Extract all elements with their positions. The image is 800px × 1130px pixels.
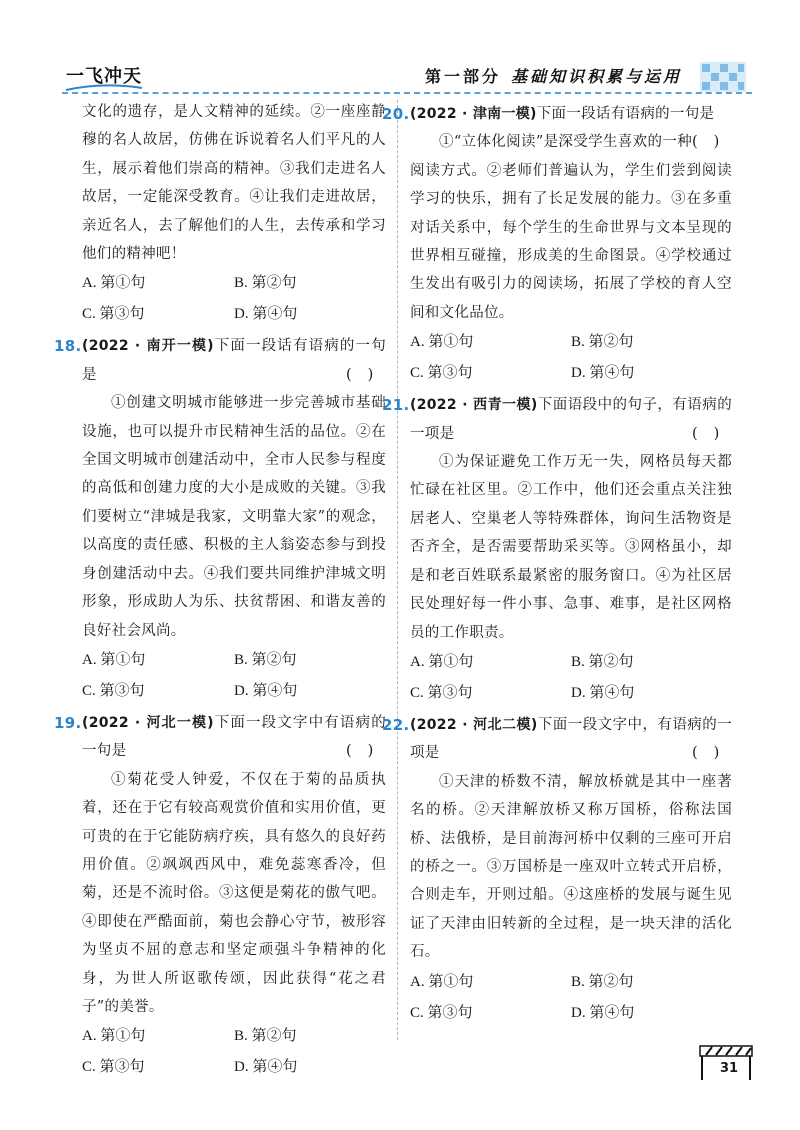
- swoosh-icon: [64, 84, 144, 92]
- option-d: D. 第④句: [571, 1004, 635, 1021]
- option-b: B. 第②句: [234, 1028, 297, 1045]
- right-column: [382, 98, 736, 1029]
- question-passage: ①创建文明城市能够进一步完善城市基础设施，也可以提升市民精神生活的品位。②在全国文明城市创建活动中，全市人民参与程度的高低和创建力度的大小是成败的关键。③我们要树立“津城是我家，文明靠大家”的观念，以高度的责任感、积极的主人翁姿态参与到投身创建活动中去。④我们要共同维护津城文明形象，形成助人为乐、扶贫帮困、和谐友善的良好社会风尚。: [82, 395, 386, 639]
- option-c: C. 第③句: [410, 365, 473, 382]
- option-a: A. 第①句: [410, 973, 474, 990]
- option-b: B. 第②句: [571, 653, 634, 670]
- question-head: [54, 709, 390, 766]
- column-divider: [397, 100, 398, 1040]
- option-d: D. 第④句: [234, 1059, 298, 1076]
- option-c: C. 第③句: [82, 682, 145, 699]
- options-grid: [410, 967, 732, 1029]
- question-head: [54, 332, 390, 389]
- option-c: C. 第③句: [410, 684, 473, 701]
- question-22: [382, 711, 736, 1029]
- option-b: B. 第②句: [571, 973, 634, 990]
- options-grid: [410, 327, 732, 389]
- question-18: [54, 332, 390, 706]
- question-number: 21.: [382, 396, 410, 415]
- question-stem: 下面一段话有语病的一句是: [536, 106, 715, 122]
- question-number: 20.: [382, 105, 410, 123]
- question-stem: 下面一段话有语病的一句是: [82, 338, 386, 383]
- options-grid: [82, 1021, 386, 1083]
- question-passage: ①菊花受人钟爱，不仅在于菊的品质执着，还在于它有较高观赏价值和实用价值，更可贵的在于它能防病疗疾，具有悠久的良好药用价值。②飒飒西风中，难免蕊寒香冷，但菊，还是不流时俗。③这便是菊花的傲气吧。④即使在严酷面前，菊也会静心守节，被形容为坚贞不屈的意志和坚定顽强斗争精神的化身，为世人所讴歌传颂，因此获得“花之君子”的美誉。: [82, 771, 386, 1015]
- answer-blank: (): [692, 745, 736, 762]
- option-b: B. 第②句: [234, 651, 297, 668]
- option-d: D. 第④句: [234, 306, 298, 323]
- question-passage: ①“立体化阅读”是深受学生喜欢的一种阅读方式。②老师们普遍认为，学生们尝到阅读学习的快乐，拥有了长足发展的能力。③在多重对话关系中，每个学生的生命世界与文本呈现的世界相互碰撞，形成美的生命图景。④学校通过生发出有吸引力的阅读场，拓展了学校的育人空间和文化品位。: [410, 134, 732, 321]
- option-b: B. 第②句: [234, 275, 297, 292]
- options-grid: [82, 268, 386, 330]
- topic-label: 基础知识积累与运用: [511, 67, 683, 86]
- brand-title: 一飞冲天: [66, 66, 142, 87]
- option-a: A. 第①句: [82, 1028, 146, 1045]
- options-grid: [82, 645, 386, 707]
- left-column: [54, 98, 390, 1083]
- answer-blank: (): [692, 134, 736, 151]
- question-source: (2022 · 河北一模): [82, 714, 214, 731]
- option-a: A. 第①句: [410, 653, 474, 670]
- option-c: C. 第③句: [82, 306, 145, 323]
- answer-blank: (): [346, 743, 390, 760]
- grid-pattern-icon: [700, 62, 746, 92]
- options-grid: [410, 647, 732, 709]
- option-b: B. 第②句: [571, 334, 634, 351]
- option-a: A. 第①句: [82, 651, 146, 668]
- question-19: [54, 709, 390, 1083]
- question-head: [382, 711, 736, 768]
- option-a: A. 第①句: [410, 334, 474, 351]
- option-c: C. 第③句: [82, 1059, 145, 1076]
- question-source: (2022 · 南开一模): [82, 338, 214, 355]
- question-passage: ①天津的桥数不清，解放桥就是其中一座著名的桥。②天津解放桥又称万国桥，俗称法国桥、法俄桥，是目前海河桥中仅剩的三座可开启的桥之一。③万国桥是一座双叶立转式开启桥，合则走车，开则过船。④这座桥的发展与诞生见证了天津由旧转新的全过程，是一块天津的活化石。: [410, 773, 732, 961]
- question-21: [382, 391, 736, 709]
- option-d: D. 第④句: [234, 682, 298, 699]
- question-20: [382, 100, 736, 389]
- question-passage: ①为保证避免工作万无一失，网格员每天都忙碌在社区里。②工作中，他们还会重点关注独居老人、空巢老人等特殊群体，询问生活物资是否齐全，是否需要帮助采买等。③网格虽小，却是和老百姓联系最紧密的服务窗口。④为社区居民处理好每一件小事、急事、难事，是社区网格员的工作职责。: [410, 454, 732, 641]
- section-title: [425, 64, 682, 87]
- question-stem: 下面语段中的句子，有语病的一项是: [410, 397, 732, 442]
- option-c: C. 第③句: [410, 1004, 473, 1021]
- option-d: D. 第④句: [571, 684, 635, 701]
- header-rule: [62, 92, 752, 96]
- page-number: 31: [720, 1061, 739, 1076]
- question-source: (2022 · 西青一模): [410, 397, 538, 414]
- option-a: A. 第①句: [82, 275, 146, 292]
- answer-blank: (): [346, 366, 390, 383]
- part-label: 第一部分: [425, 67, 502, 86]
- page-header: [0, 0, 800, 100]
- question-source: (2022 · 河北二模): [410, 716, 538, 733]
- question-number: 18.: [54, 337, 82, 356]
- question-head: [382, 100, 736, 151]
- question-head: [382, 391, 736, 448]
- question-number: 22.: [382, 715, 410, 734]
- continued-passage: 文化的遗存，是人文精神的延续。②一座座静穆的名人故居，仿佛在诉说着名人们平凡的人生，展示着他们崇高的精神。③我们走进名人故居，一定能深受教育。④让我们走进故居，亲近名人，去了解他们的人生，去传承和学习他们的精神吧！: [82, 104, 386, 263]
- answer-blank: (): [692, 425, 736, 442]
- option-d: D. 第④句: [571, 365, 635, 382]
- question-stem: 下面一段文字中有语病的一句是: [82, 714, 386, 760]
- question-number: 19.: [54, 713, 82, 732]
- question-source: (2022 · 津南一模): [410, 106, 537, 122]
- question-stem: 下面一段文字中，有语病的一项是: [410, 716, 732, 762]
